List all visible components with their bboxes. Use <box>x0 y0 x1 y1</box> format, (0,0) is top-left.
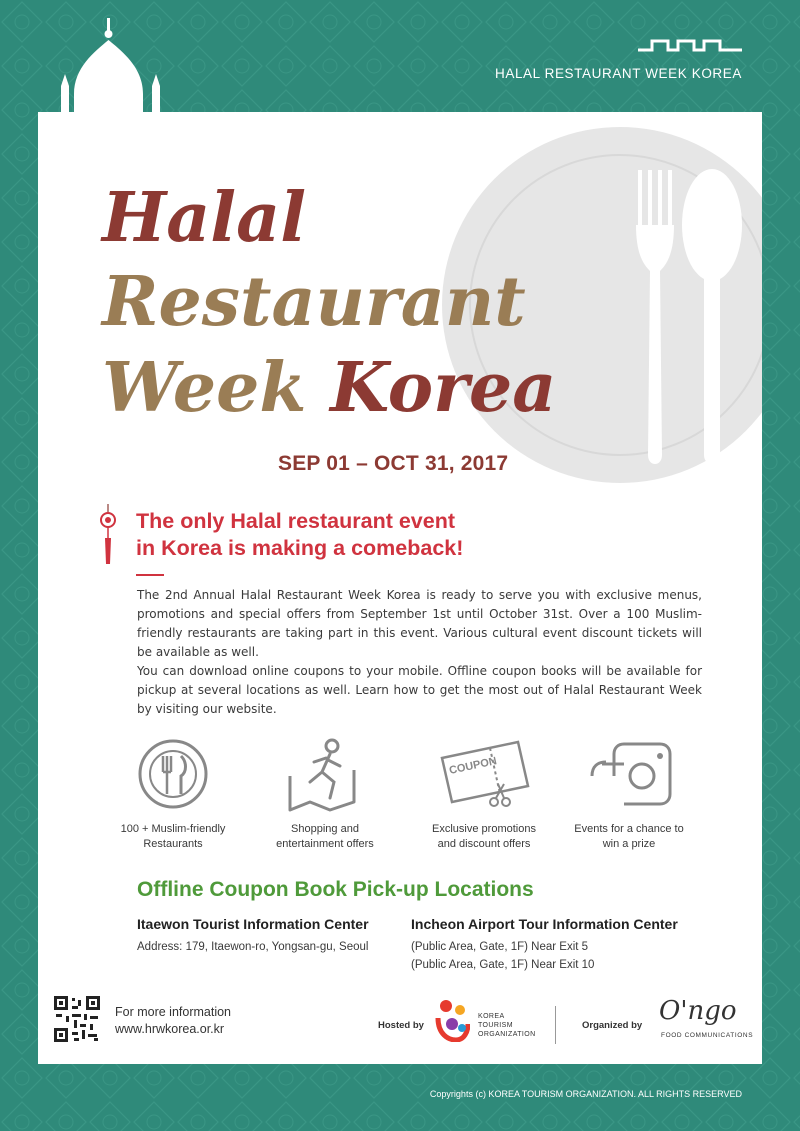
feature-1-line-2: Restaurants <box>143 838 203 850</box>
mosque-icon <box>58 18 173 118</box>
content-panel <box>38 112 762 1064</box>
location-2-line-1: (Public Area, Gate, 1F) Near Exit 5 <box>411 941 589 953</box>
feature-4-line-2: win a prize <box>602 838 656 850</box>
intro-headline-line-2: in Korea is making a comeback! <box>136 536 464 560</box>
feature-4-line-1: Events for a chance to <box>574 823 684 835</box>
title-word-week: Week <box>102 348 307 428</box>
title-line-1: Halal <box>102 178 307 258</box>
kto-name-line-2: TOURISM <box>478 1022 513 1029</box>
intro-paragraph-2: You can download online coupons to your mobile. Offline coupon books will be available for pickup at several locations as well. Learn how to get the most out of Halal Restaurant Week by visiting our website. <box>137 664 702 716</box>
svg-text:COUPON: COUPON <box>448 755 498 777</box>
event-dates: SEP 01 – OCT 31, 2017 <box>278 452 509 475</box>
coupon-scissors-icon <box>434 736 534 812</box>
feature-events <box>554 736 704 852</box>
organized-by-label: Organized by <box>582 1020 643 1031</box>
brand-logo-icon <box>638 38 742 52</box>
location-2-name: Incheon Airport Tour Information Center <box>411 916 678 932</box>
camera-prize-icon <box>584 736 674 812</box>
title-word-korea: Korea <box>330 348 557 428</box>
footer-divider <box>555 1006 556 1044</box>
plate-cutlery-icon <box>133 736 213 812</box>
website-link[interactable]: www.hrwkorea.or.kr <box>115 1022 225 1036</box>
copyright: Copyrights (c) KOREA TOURISM ORGANIZATION. ALL RIGHTS RESERVED <box>429 1089 742 1099</box>
more-info <box>115 1004 231 1038</box>
location-1-name: Itaewon Tourist Information Center <box>137 916 369 932</box>
brand-name: HALAL RESTAURANT WEEK KOREA <box>494 66 742 81</box>
qr-code[interactable] <box>54 996 100 1042</box>
kto-name-line-1: KOREA <box>478 1013 505 1020</box>
intro-headline-line-1: The only Halal restaurant event <box>136 509 456 533</box>
title-line-2: Restaurant <box>102 262 526 342</box>
headline-rule <box>136 574 164 576</box>
more-info-label: For more information <box>115 1005 232 1019</box>
knot-ornament-icon <box>100 504 116 568</box>
intro-body <box>137 586 702 719</box>
location-2-line-2: (Public Area, Gate, 1F) Near Exit 10 <box>411 959 595 971</box>
feature-restaurants <box>98 736 248 852</box>
feature-1-line-1: 100 + Muslim-friendly <box>120 823 226 835</box>
organizer-logo: O'ngo <box>659 996 737 1026</box>
location-1-line-1: Address: 179, Itaewon-ro, Yongsan-gu, Seoul <box>137 941 369 953</box>
organizer-sub: FOOD COMMUNICATIONS <box>661 1032 754 1039</box>
intro-headline <box>136 508 576 562</box>
feature-2-line-2: entertainment offers <box>276 838 374 850</box>
kto-name <box>478 1012 536 1039</box>
feature-3-line-1: Exclusive promotions <box>432 823 536 835</box>
locations-title: Offline Coupon Book Pick-up Locations <box>137 878 534 901</box>
feature-shopping <box>250 736 400 852</box>
location-itaewon <box>137 916 369 956</box>
hosted-by-label: Hosted by <box>378 1020 424 1031</box>
title-line-3 <box>102 348 556 428</box>
feature-row <box>98 736 698 866</box>
kto-name-line-3: ORGANIZATION <box>478 1031 536 1038</box>
feature-promotions <box>409 736 559 852</box>
feature-2-line-1: Shopping and <box>291 823 359 835</box>
kto-logo-icon <box>434 998 470 1042</box>
feature-3-line-2: and discount offers <box>437 838 531 850</box>
intro-paragraph-1: The 2nd Annual Halal Restaurant Week Korea is ready to serve you with exclusive menus, promotions and special offers from September 1st until October 31st. Over a 100 Muslim-friendly restaurants are taking part in this event. Various cultural event discount tickets will be available as well. <box>137 588 702 659</box>
location-incheon <box>411 916 678 974</box>
running-person-map-icon <box>280 736 370 812</box>
